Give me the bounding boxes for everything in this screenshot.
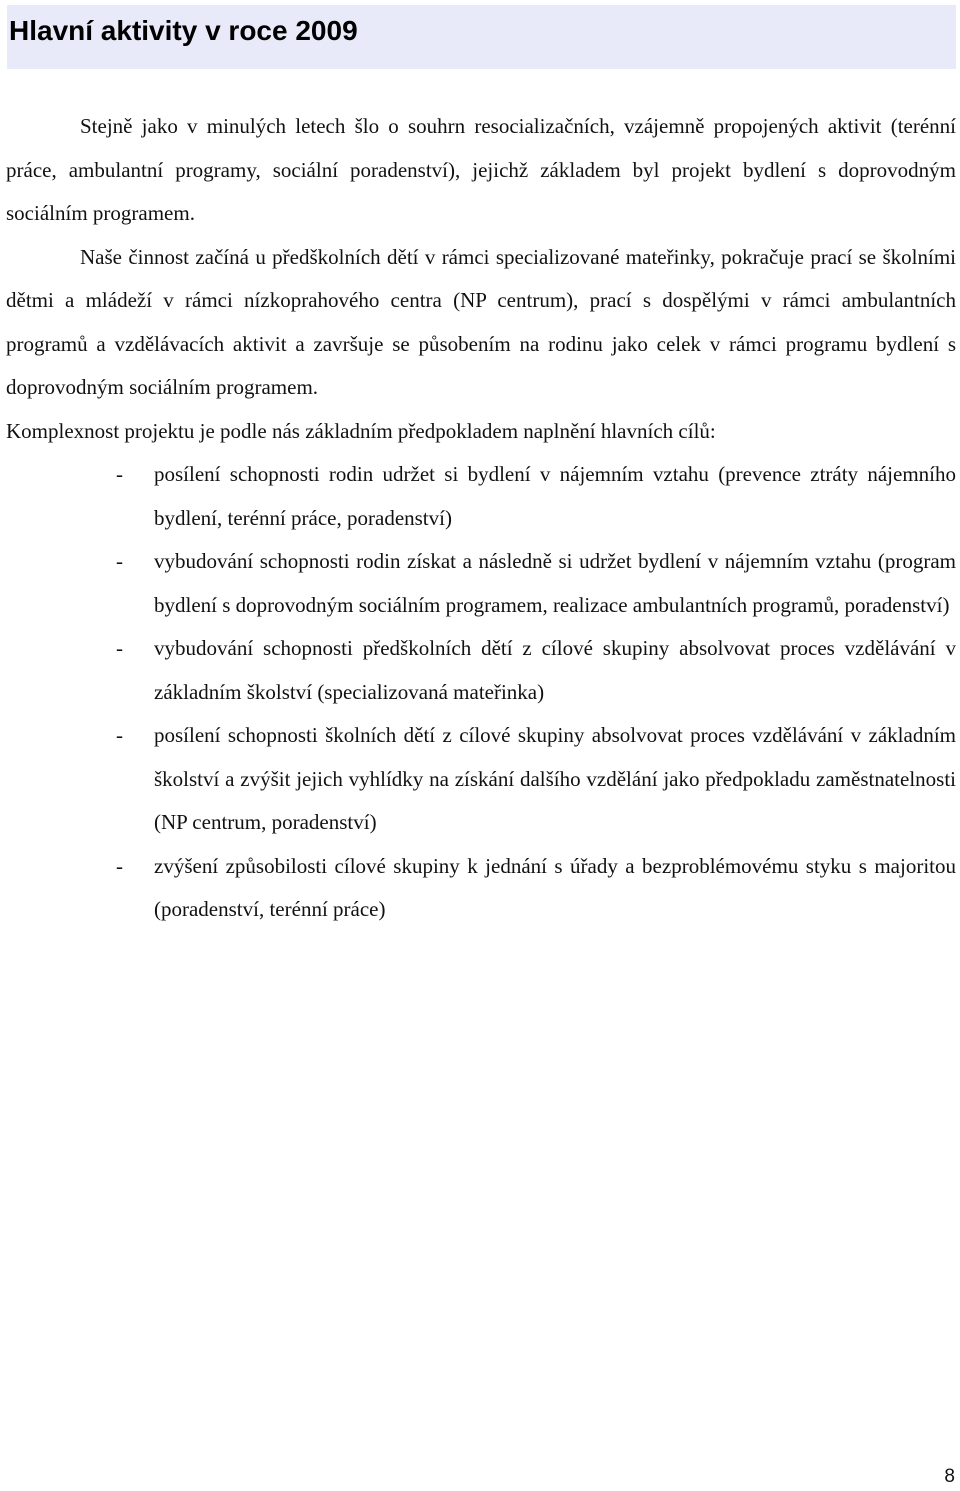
list-item	[6, 627, 956, 714]
list-dash: -	[116, 853, 123, 878]
list-item	[6, 540, 956, 627]
list-item-text: zvýšení způsobilosti cílové skupiny k jednání s úřady a bezproblémovému styku s majoritou (poradenství, terénní práce)	[154, 853, 956, 921]
list-item	[6, 845, 956, 932]
page-title: Hlavní aktivity v roce 2009	[9, 15, 358, 46]
list-dash: -	[116, 723, 123, 747]
goals-list	[6, 453, 956, 932]
list-dash: -	[116, 636, 123, 660]
list-dash: -	[116, 462, 123, 486]
list-item-text: vybudování schopnosti předškolních dětí z cílové skupiny absolvovat proces vzdělávání v základním školství (specializovaná mateřinka)	[154, 636, 956, 704]
activities-paragraph: Naše činnost začíná u předškolních dětí v rámci specializované mateřinky, pokračuje prací se školními dětmi a mládeží v rámci nízkoprahového centra (NP centrum), prací s dospělými v rámci ambulantních programů a vzdělávacích aktivit a završuje se působením na rodinu jako celek v rámci programu bydlení s doprovodným sociálním programem.	[6, 244, 956, 399]
document-body	[6, 105, 956, 932]
title-bar	[7, 5, 956, 69]
list-item-text: vybudování schopnosti rodin získat a následně si udržet bydlení v nájemním vztahu (program bydlení s doprovodným sociálním programem, realizace ambulantních programů, poradenství)	[154, 549, 956, 617]
list-item-text: posílení schopnosti rodin udržet si bydlení v nájemním vztahu (prevence ztráty nájemního bydlení, terénní práce, poradenství)	[154, 462, 956, 530]
list-item	[6, 714, 956, 845]
intro-paragraph: Stejně jako v minulých letech šlo o souhrn resocializačních, vzájemně propojených aktivit (terénní práce, ambulantní programy, sociální poradenství), jejichž základem byl projekt bydlení s doprovodným sociálním programem.	[6, 114, 956, 225]
page-number: 8	[944, 1466, 955, 1487]
list-dash: -	[116, 549, 123, 573]
goals-intro-paragraph: Komplexnost projektu je podle nás základním předpokladem naplnění hlavních cílů:	[6, 418, 716, 443]
list-item-text: posílení schopnosti školních dětí z cílové skupiny absolvovat proces vzdělávání v základním školství a zvýšit jejich vyhlídky na získání dalšího vzdělání jako předpokladu zaměstnatelnosti (NP centrum, poradenství)	[154, 723, 956, 834]
list-item	[6, 453, 956, 540]
